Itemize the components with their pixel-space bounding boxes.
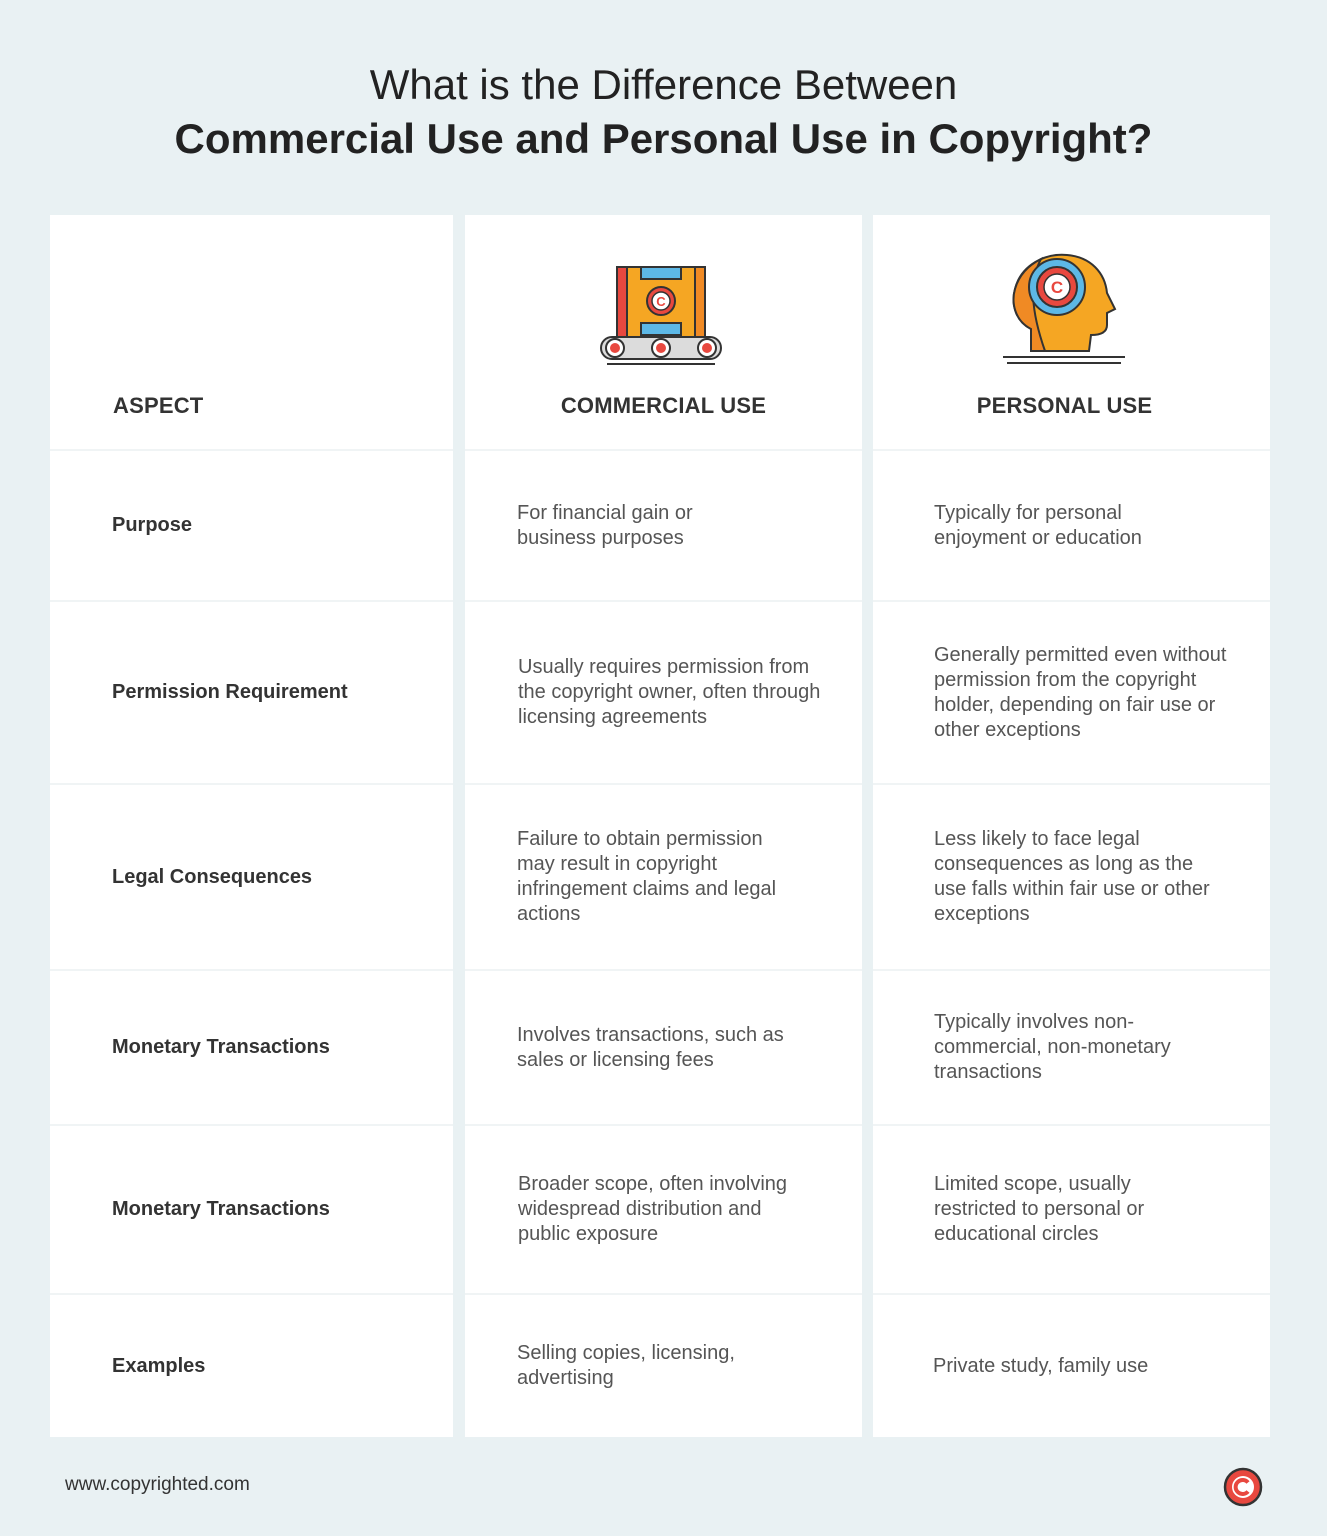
commercial-examples: Selling copies, licensing, advertising (517, 1342, 735, 1389)
personal-column (873, 215, 1270, 1437)
title-line-2: Commercial Use and Personal Use in Copyright? (174, 115, 1153, 162)
commercial-header: COMMERCIAL USE (560, 393, 767, 418)
personal-monetary: Typically involves non-commercial, non-monetary transactions (934, 1011, 1171, 1083)
aspect-purpose: Purpose (112, 514, 193, 536)
aspect-scope: Monetary Transactions (112, 1198, 330, 1220)
aspect-header: ASPECT (113, 393, 204, 418)
head-copyright-icon (1001, 251, 1131, 369)
aspect-column (50, 215, 453, 1437)
copyright-logo-icon (1223, 1467, 1263, 1507)
personal-scope: Limited scope, usually restricted to personal or educational circles (934, 1173, 1145, 1245)
commercial-monetary: Involves transactions, such as sales or licensing fees (517, 1023, 784, 1071)
personal-legal: Less likely to face legal consequences as long as the use falls within fair use or other exceptions (934, 828, 1210, 925)
commercial-purpose: For financial gain or business purposes (517, 501, 693, 549)
aspect-legal: Legal Consequences (112, 865, 313, 888)
personal-permission: Generally permitted even without permission from the copyright holder, depending on fair use or other exceptions (934, 643, 1227, 741)
commercial-column (465, 215, 862, 1437)
page-title (0, 58, 1327, 166)
footer-url: www.copyrighted.com (65, 1474, 250, 1495)
commercial-permission: Usually requires permission from the copyright owner, often through licensing agreements (518, 656, 821, 728)
personal-examples: Private study, family use (933, 1354, 1149, 1377)
svg-text:C: C (656, 294, 666, 309)
personal-header: PERSONAL USE (976, 393, 1153, 418)
commercial-scope: Broader scope, often involving widespread distribution and public exposure (518, 1173, 788, 1245)
aspect-examples: Examples (112, 1354, 206, 1377)
personal-purpose: Typically for personal enjoyment or education (934, 501, 1142, 549)
aspect-permission: Permission Requirement (112, 681, 348, 703)
svg-text:C: C (1050, 278, 1064, 297)
title-line-1: What is the Difference Between (369, 61, 958, 108)
aspect-monetary: Monetary Transactions (112, 1036, 330, 1058)
conveyor-copyright-box-icon (599, 265, 723, 369)
commercial-legal: Failure to obtain permission may result in copyright infringement claims and legal actions (517, 828, 777, 925)
